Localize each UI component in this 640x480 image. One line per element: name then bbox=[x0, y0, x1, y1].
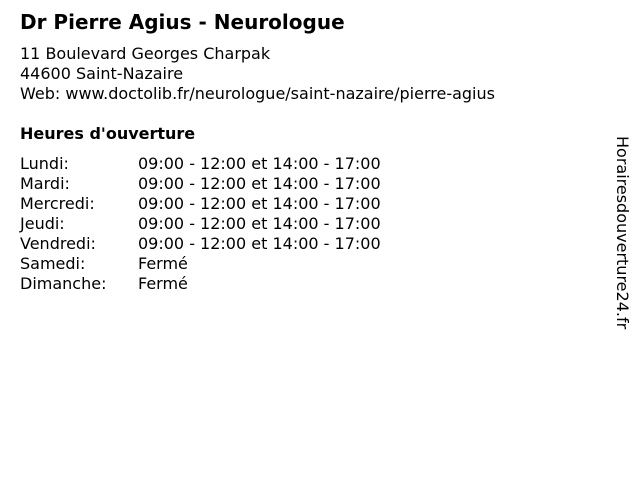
hours-value: Fermé bbox=[138, 274, 188, 293]
day-label: Mercredi: bbox=[20, 194, 95, 213]
hours-value: 09:00 - 12:00 et 14:00 - 17:00 bbox=[138, 154, 381, 173]
day-label: Lundi: bbox=[20, 154, 69, 173]
hours-value: 09:00 - 12:00 et 14:00 - 17:00 bbox=[138, 194, 381, 213]
hours-value: 09:00 - 12:00 et 14:00 - 17:00 bbox=[138, 214, 381, 233]
address-street: 11 Boulevard Georges Charpak bbox=[20, 44, 271, 63]
address-city: 44600 Saint-Nazaire bbox=[20, 64, 184, 83]
day-label: Samedi: bbox=[20, 254, 86, 273]
site-watermark: Horairesdouverture24.fr bbox=[613, 136, 632, 330]
day-label: Jeudi: bbox=[20, 214, 65, 233]
hours-value: Fermé bbox=[138, 254, 188, 273]
address-block bbox=[20, 44, 495, 104]
hours-value: 09:00 - 12:00 et 14:00 - 17:00 bbox=[138, 174, 381, 193]
day-label: Dimanche: bbox=[20, 274, 107, 293]
opening-hours-heading: Heures d'ouverture bbox=[20, 124, 196, 143]
hours-value: 09:00 - 12:00 et 14:00 - 17:00 bbox=[138, 234, 381, 253]
day-label: Vendredi: bbox=[20, 234, 96, 253]
page-title: Dr Pierre Agius - Neurologue bbox=[20, 10, 345, 34]
day-label: Mardi: bbox=[20, 174, 70, 193]
website-line: Web: www.doctolib.fr/neurologue/saint-nazaire/pierre-agius bbox=[20, 84, 495, 103]
